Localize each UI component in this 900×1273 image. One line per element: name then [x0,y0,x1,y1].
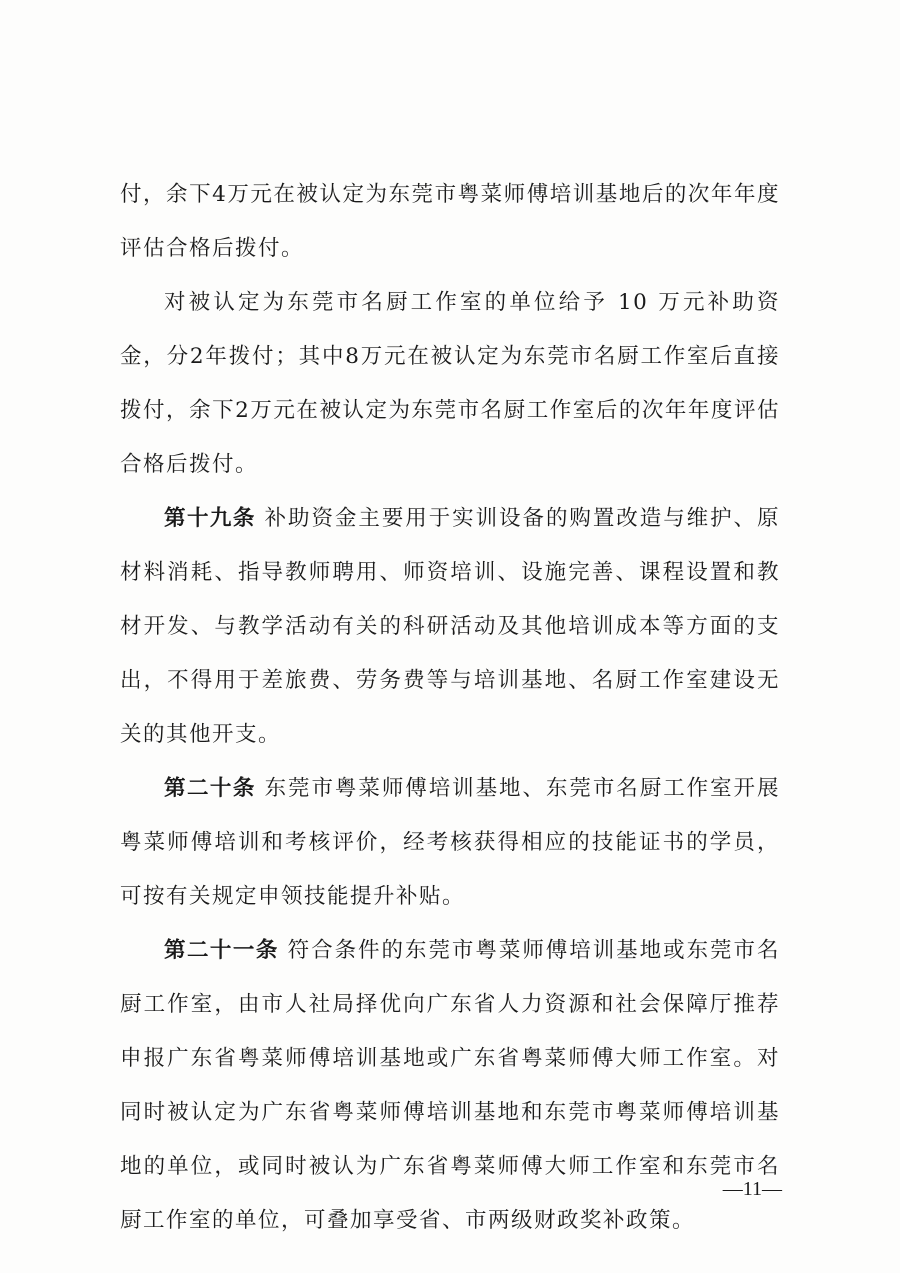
paragraph-text: 补助资金主要用于实训设备的购置改造与维护、原材料消耗、指导教师聘用、师资培训、设施完善、课程设置和教材开发、与教学活动有关的科研活动及其他培训成本等方面的支出，不得用于差旅费、劳务费等与培训基地、名厨工作室建设无关的其他开支。 [120,506,780,747]
paragraph-text: 付，余下4万元在被认定为东莞市粤菜师傅培训基地后的次年年度评估合格后拨付。 [120,182,780,261]
document-body [120,168,780,1248]
article-19 [120,492,780,762]
paragraph-text: 符合条件的东莞市粤菜师傅培训基地或东莞市名厨工作室，由市人社局择优向广东省人力资源和社会保障厅推荐申报广东省粤菜师傅培训基地或广东省粤菜师傅大师工作室。对同时被认定为广东省粤菜师傅培训基地和东莞市粤菜师傅培训基地的单位，或同时被认为广东省粤菜师傅大师工作室和东莞市名厨工作室的单位，可叠加享受省、市两级财政奖补政策。 [120,938,780,1233]
article-label: 第二十一条 [164,938,279,963]
paragraph-text: 东莞市粤菜师傅培训基地、东莞市名厨工作室开展粤菜师傅培训和考核评价，经考核获得相应的技能证书的学员，可按有关规定申领技能提升补贴。 [120,776,780,909]
paragraph-2 [120,276,780,492]
article-label: 第二十条 [164,776,256,801]
paragraph-text: 对被认定为东莞市名厨工作室的单位给予 10 万元补助资金，分2年拨付；其中8万元在被认定为东莞市名厨工作室后直接拨付，余下2万元在被认定为东莞市名厨工作室后的次年年度评估合格后拨付。 [120,290,780,477]
article-21 [120,924,780,1248]
paragraph-1 [120,168,780,276]
page-number: —11— [722,1178,782,1200]
article-20 [120,762,780,924]
article-label: 第十九条 [164,506,256,531]
